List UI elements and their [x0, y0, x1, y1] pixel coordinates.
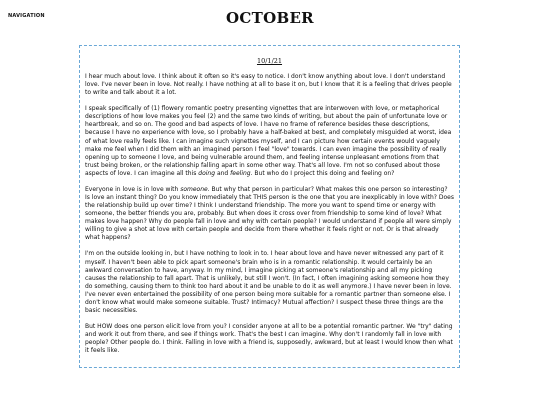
page-title: OCTOBER — [226, 9, 314, 27]
emphasized-text: someone — [180, 185, 208, 193]
paragraph-text: and — [215, 169, 231, 177]
entry-paragraph — [85, 105, 454, 177]
entry-paragraph — [85, 323, 454, 355]
paragraph-text: I'm on the outside looking in, but I have nothing to look in to. I hear about love and have never witnessed any part of it myself. I haven't been able to pick apart someone's brain who is in a romantic relationship. It would certainly be an awkward conversation to have, anyway. In my mind, I imagine picking at someone's relationship and all my picking causes the relationship to fall apart. That is unlikely, but still I won't. (In fact, I often imagining asking someone how they do something, causing them to think too hard about it and be unable to do it as well anymore.) I have never been in love. I've never even entertained the possibility of one person being more suitable for a romantic partner than someone else. I don't know what would make someone suitable. Trust? Intimacy? Mutual affection? I suspect these three things are the basic necessities. — [85, 250, 452, 314]
journal-entry — [79, 45, 460, 368]
entry-body — [85, 73, 454, 355]
paragraph-text: . But why that person in particular? What makes this one person so interesting? Is love an instant thing? Do you know immediately that THIS person is the one that you are inexplicably in love with? Does the relationship build up over time? I think I understand friendship. The more you want to spend time or energy with someone, the better friends you are, probably. But when does it cross over from friendship to some kind of love? What makes love happen? Why do people fall in love and why with certain people? I would understand if people all were simply willing to give a shot at love with certain people and decide from there whether it feels right or not. Or is that already what happens? — [85, 185, 454, 242]
paragraph-text: Everyone in love is in love with — [85, 185, 181, 193]
entry-paragraph — [85, 250, 454, 314]
entry-date: 10/1/21 — [256, 57, 283, 65]
entry-paragraph — [85, 73, 454, 97]
emphasized-text: doing — [198, 169, 216, 177]
paragraph-text: I hear much about love. I think about it often so it's easy to notice. I don't know anything about love. I don't understand love. I've never been in love. Not really. I have nothing at all to base it on, but I know that it is a feeling that drives people to write and talk about it a lot. — [85, 73, 452, 97]
entry-paragraph — [85, 186, 454, 242]
paragraph-text: But HOW does one person elicit love from you? I consider anyone at all to be a potential romantic partner. We "try" dating and work it out from there, and see if things work. That's the best I can imagine. Why don't I randomly fall in love with people? Other people do. I think. Falling in love with a friend is, supposedly, awkward, but at least I would know then what it feels like. — [85, 323, 453, 355]
emphasized-text: feeling — [230, 169, 251, 177]
paragraph-text: I speak specifically of (1) flowery romantic poetry presenting vignettes that are interwoven with love, or metaphorical descriptions of how love makes you feel (2) and the same two kinds of writing, but about the pain of unfortunate love or heartbreak, and so on. The good and bad aspects of love. I have no frame of reference besides these descriptions, because I have no experience with love, so I probably have a half-baked at best, and completely misguided at worst, idea of what love really feels like. I can imagine such vignettes myself, and I can picture how certain events would vaguely make me feel when I did them with an imagined person I feel "love" towards. I can even imagine the possibility of really opening up to someone I love, and being vulnerable around them, and feeling intense unpleasant emotions from that trust being broken, or the relationship falling apart in some other way. That's all love. I'm not so confused about those aspects of love. I can imagine all this — [85, 105, 452, 177]
paragraph-text: . But who do I project this doing and feeling on? — [250, 169, 395, 177]
navigation-link[interactable]: NAVIGATION — [8, 13, 45, 19]
